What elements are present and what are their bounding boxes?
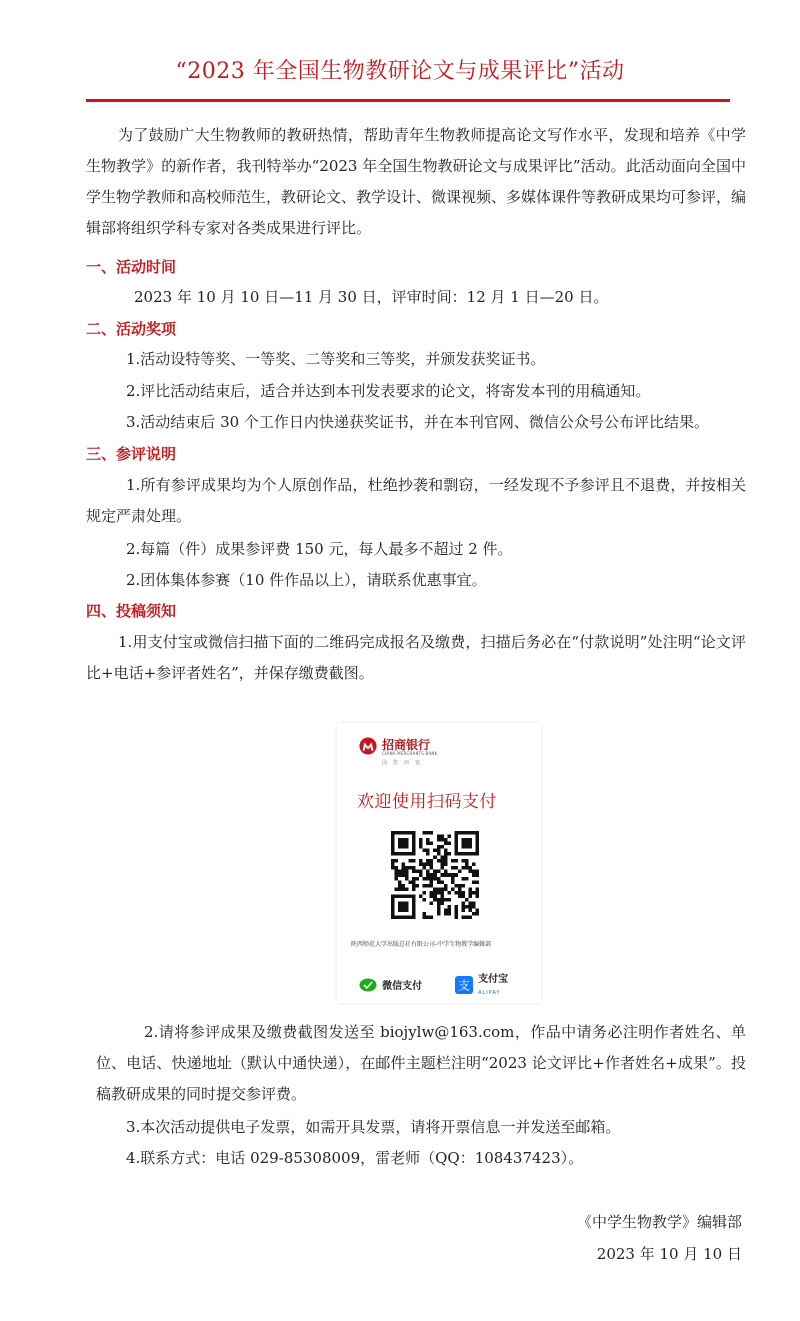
section-heading-time: 一、活动时间	[86, 258, 177, 276]
rules-item-3: 2.团体集体参赛（10 件作品以上），请联系优惠事宜。	[126, 571, 487, 589]
document-date: 2023 年 10 月 10 日	[596, 1245, 742, 1263]
rules-item-2: 2.每篇（件）成果参评费 150 元，每人最多不超过 2 件。	[126, 540, 513, 558]
submission-item-4: 4.联系方式：电话 029-85308009，雷老师（QQ：108437423）。	[126, 1149, 584, 1167]
wechat-pay-logo	[359, 974, 422, 993]
alipay-label: 支付宝	[478, 974, 509, 985]
section-heading-rules: 三、参评说明	[86, 445, 177, 463]
bank-logo-icon	[359, 737, 377, 755]
wechat-pay-label: 微信支付	[382, 981, 423, 992]
publisher-name: 陕西师范大学出版总社有限公司-中学生物教学编辑部	[351, 941, 492, 948]
time-item: 2023 年 10 月 10 日—11 月 30 日，评审时间：12 月 1 日—20 日。	[134, 288, 609, 306]
wechat-pay-icon	[359, 978, 377, 992]
payment-qr-card	[337, 723, 541, 1003]
bank-name: 招商银行	[382, 738, 431, 752]
bank-motto: 因您而变	[382, 760, 427, 766]
alipay-logo	[455, 972, 508, 998]
svg-text:支: 支	[457, 978, 471, 993]
awards-item-1: 1.活动设特等奖、一等奖、二等奖和三等奖，并颁发获奖证书。	[126, 350, 546, 368]
section-heading-awards: 二、活动奖项	[86, 320, 177, 338]
submission-item-1: 1.用支付宝或微信扫描下面的二维码完成报名及缴费，扫描后务必在“付款说明”处注明“论文评比+电话+参评者姓名”，并保存缴费截图。	[86, 633, 746, 682]
awards-item-3: 3.活动结束后 30 个工作日内快递获奖证书，并在本刊官网、微信公众号公布评比结果。	[126, 413, 709, 431]
section-heading-submission: 四、投稿须知	[86, 602, 177, 620]
payment-headline: 欢迎使用扫码支付	[357, 792, 497, 812]
qr-code-icon[interactable]	[391, 831, 479, 919]
submission-item-2: 2.请将参评成果及缴费截图发送至 biojylw@163.com，作品中请务必注明作者姓名、单位、电话、快递地址（默认中通快递），在邮件主题栏注明“2023 论文评比+作者姓名+成果”。投稿教研成果的同时提交参评费。	[96, 1023, 746, 1103]
intro-paragraph: 为了鼓励广大生物教师的教研热情，帮助青年生物教师提高论文写作水平，发现和培养《中学生物教学》的新作者，我刊特举办“2023 年全国生物教研论文与成果评比”活动。此活动面向全国中学生物学教师和高校师范生，教研论文、教学设计、微课视频、多媒体课件等教研成果均可参评，编辑部将组织学科专家对各类成果进行评比。	[86, 126, 747, 237]
title-divider	[86, 99, 730, 102]
signature: 《中学生物教学》编辑部	[576, 1213, 742, 1231]
rules-item-1: 1.所有参评成果均为个人原创作品，杜绝抄袭和剽窃，一经发现不予参评且不退费，并按相关规定严肃处理。	[86, 476, 746, 525]
bank-name-en: CHINA MERCHANTS BANK	[382, 751, 438, 756]
alipay-sublabel: ALIPAY	[478, 990, 501, 996]
page-title: “2023 年全国生物教研论文与成果评比”活动	[175, 59, 625, 84]
submission-item-3: 3.本次活动提供电子发票，如需开具发票，请将开票信息一并发送至邮箱。	[126, 1118, 621, 1136]
alipay-icon	[455, 976, 473, 994]
awards-item-2: 2.评比活动结束后，适合并达到本刊发表要求的论文，将寄发本刊的用稿通知。	[126, 382, 651, 400]
